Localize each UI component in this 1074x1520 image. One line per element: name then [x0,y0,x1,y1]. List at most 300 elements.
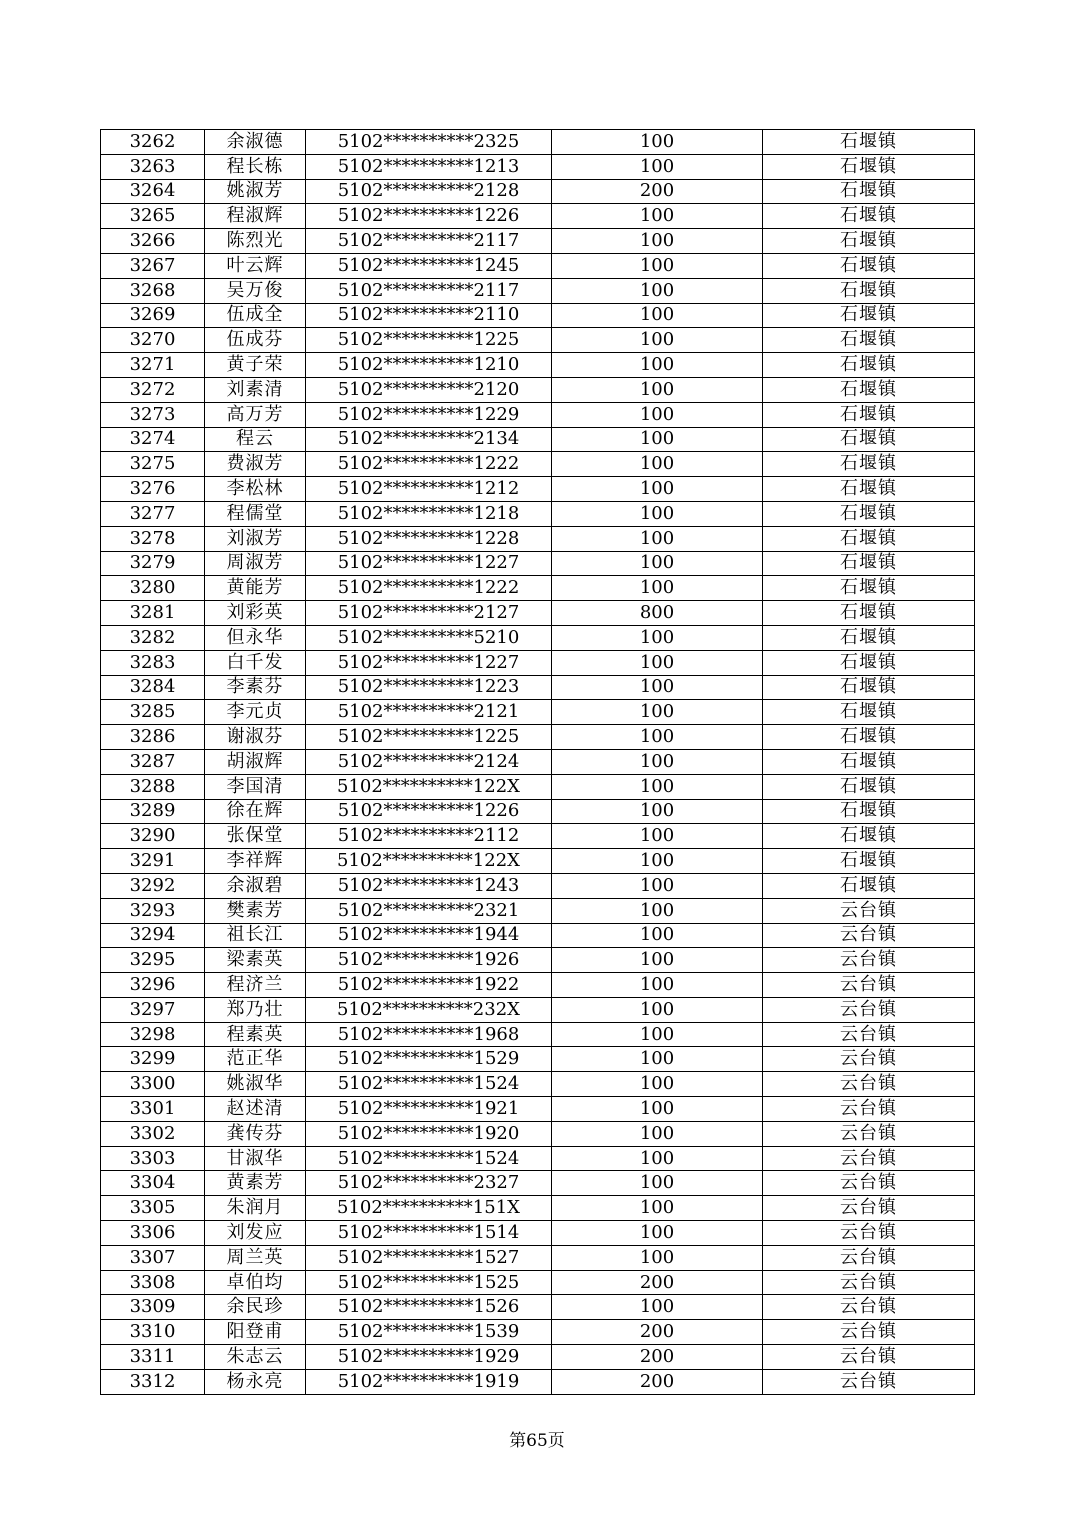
amount-cell: 100 [552,1146,763,1171]
serial-number-cell: 3270 [101,328,205,353]
serial-number-cell: 3305 [101,1196,205,1221]
amount-cell: 100 [552,452,763,477]
name-cell: 程儒堂 [205,501,306,526]
table-row [101,1146,975,1171]
serial-number-cell: 3269 [101,303,205,328]
id-number-cell: 5102**********122X [306,849,552,874]
name-cell: 程长栋 [205,154,306,179]
table-row [101,427,975,452]
name-cell: 李素芬 [205,675,306,700]
amount-cell: 100 [552,1072,763,1097]
table-row [101,749,975,774]
serial-number-cell: 3276 [101,477,205,502]
name-cell: 龚传芬 [205,1121,306,1146]
town-cell: 云台镇 [763,1270,975,1295]
serial-number-cell: 3300 [101,1072,205,1097]
id-number-cell: 5102**********2117 [306,229,552,254]
name-cell: 黄能芳 [205,576,306,601]
id-number-cell: 5102**********2117 [306,278,552,303]
amount-cell: 100 [552,824,763,849]
id-number-cell: 5102**********1213 [306,154,552,179]
table-row [101,353,975,378]
serial-number-cell: 3266 [101,229,205,254]
table-row [101,1121,975,1146]
table-row [101,1047,975,1072]
town-cell: 云台镇 [763,923,975,948]
id-number-cell: 5102**********1921 [306,1097,552,1122]
serial-number-cell: 3277 [101,501,205,526]
amount-cell: 100 [552,898,763,923]
town-cell: 石堰镇 [763,501,975,526]
town-cell: 石堰镇 [763,303,975,328]
serial-number-cell: 3304 [101,1171,205,1196]
name-cell: 姚淑芳 [205,179,306,204]
town-cell: 石堰镇 [763,353,975,378]
amount-cell: 200 [552,1369,763,1394]
serial-number-cell: 3263 [101,154,205,179]
amount-cell: 100 [552,700,763,725]
name-cell: 周兰英 [205,1245,306,1270]
amount-cell: 800 [552,601,763,626]
table-row [101,700,975,725]
name-cell: 程济兰 [205,973,306,998]
serial-number-cell: 3282 [101,625,205,650]
id-number-cell: 5102**********1526 [306,1295,552,1320]
name-cell: 杨永亮 [205,1369,306,1394]
id-number-cell: 5102**********1920 [306,1121,552,1146]
serial-number-cell: 3268 [101,278,205,303]
id-number-cell: 5102**********1922 [306,973,552,998]
name-cell: 刘淑芳 [205,526,306,551]
id-number-cell: 5102**********1919 [306,1369,552,1394]
serial-number-cell: 3298 [101,1022,205,1047]
table-row [101,1022,975,1047]
serial-number-cell: 3286 [101,725,205,750]
amount-cell: 100 [552,1097,763,1122]
town-cell: 石堰镇 [763,675,975,700]
serial-number-cell: 3312 [101,1369,205,1394]
table-row [101,452,975,477]
serial-number-cell: 3265 [101,204,205,229]
table-row [101,923,975,948]
name-cell: 祖长江 [205,923,306,948]
town-cell: 云台镇 [763,1171,975,1196]
id-number-cell: 5102**********1525 [306,1270,552,1295]
name-cell: 刘素清 [205,377,306,402]
amount-cell: 100 [552,477,763,502]
town-cell: 石堰镇 [763,229,975,254]
serial-number-cell: 3310 [101,1320,205,1345]
name-cell: 周淑芳 [205,551,306,576]
table-row [101,824,975,849]
id-number-cell: 5102**********1218 [306,501,552,526]
name-cell: 张保堂 [205,824,306,849]
amount-cell: 100 [552,1245,763,1270]
id-number-cell: 5102**********1227 [306,650,552,675]
name-cell: 赵述清 [205,1097,306,1122]
table-row [101,774,975,799]
serial-number-cell: 3274 [101,427,205,452]
serial-number-cell: 3281 [101,601,205,626]
name-cell: 刘彩英 [205,601,306,626]
serial-number-cell: 3278 [101,526,205,551]
town-cell: 石堰镇 [763,526,975,551]
town-cell: 石堰镇 [763,130,975,155]
serial-number-cell: 3262 [101,130,205,155]
name-cell: 伍成芬 [205,328,306,353]
amount-cell: 100 [552,997,763,1022]
table-row [101,849,975,874]
name-cell: 卓伯均 [205,1270,306,1295]
amount-cell: 100 [552,303,763,328]
name-cell: 程淑辉 [205,204,306,229]
table-row [101,1072,975,1097]
name-cell: 朱润月 [205,1196,306,1221]
serial-number-cell: 3303 [101,1146,205,1171]
table-row [101,725,975,750]
town-cell: 云台镇 [763,1295,975,1320]
amount-cell: 100 [552,328,763,353]
serial-number-cell: 3302 [101,1121,205,1146]
name-cell: 余淑碧 [205,873,306,898]
town-cell: 云台镇 [763,898,975,923]
amount-cell: 100 [552,1121,763,1146]
town-cell: 石堰镇 [763,576,975,601]
table-row [101,501,975,526]
table-row [101,377,975,402]
amount-cell: 100 [552,229,763,254]
town-cell: 石堰镇 [763,328,975,353]
town-cell: 云台镇 [763,1221,975,1246]
name-cell: 李祥辉 [205,849,306,874]
amount-cell: 100 [552,749,763,774]
amount-cell: 100 [552,1196,763,1221]
table-row [101,1245,975,1270]
amount-cell: 100 [552,1022,763,1047]
town-cell: 石堰镇 [763,179,975,204]
amount-cell: 100 [552,204,763,229]
table-row [101,799,975,824]
town-cell: 云台镇 [763,1369,975,1394]
serial-number-cell: 3279 [101,551,205,576]
amount-cell: 200 [552,1320,763,1345]
serial-number-cell: 3275 [101,452,205,477]
id-number-cell: 5102**********1225 [306,328,552,353]
table-row [101,997,975,1022]
table-row [101,625,975,650]
town-cell: 石堰镇 [763,873,975,898]
name-cell: 程云 [205,427,306,452]
serial-number-cell: 3301 [101,1097,205,1122]
id-number-cell: 5102**********2321 [306,898,552,923]
name-cell: 但永华 [205,625,306,650]
id-number-cell: 5102**********1226 [306,204,552,229]
id-number-cell: 5102**********1228 [306,526,552,551]
id-number-cell: 5102**********1210 [306,353,552,378]
town-cell: 石堰镇 [763,601,975,626]
name-cell: 陈烈光 [205,229,306,254]
id-number-cell: 5102**********2112 [306,824,552,849]
amount-cell: 100 [552,377,763,402]
amount-cell: 100 [552,402,763,427]
amount-cell: 100 [552,353,763,378]
town-cell: 石堰镇 [763,427,975,452]
amount-cell: 100 [552,923,763,948]
amount-cell: 100 [552,501,763,526]
serial-number-cell: 3290 [101,824,205,849]
id-number-cell: 5102**********1944 [306,923,552,948]
table-row [101,229,975,254]
serial-number-cell: 3311 [101,1345,205,1370]
id-number-cell: 5102**********1243 [306,873,552,898]
town-cell: 石堰镇 [763,477,975,502]
town-cell: 云台镇 [763,1022,975,1047]
town-cell: 石堰镇 [763,278,975,303]
town-cell: 石堰镇 [763,204,975,229]
name-cell: 黄子荣 [205,353,306,378]
id-number-cell: 5102**********2134 [306,427,552,452]
serial-number-cell: 3288 [101,774,205,799]
id-number-cell: 5102**********1929 [306,1345,552,1370]
table-row [101,402,975,427]
serial-number-cell: 3289 [101,799,205,824]
name-cell: 范正华 [205,1047,306,1072]
table-row [101,551,975,576]
amount-cell: 100 [552,799,763,824]
table-row [101,1171,975,1196]
amount-cell: 200 [552,1270,763,1295]
amount-cell: 100 [552,650,763,675]
name-cell: 梁素英 [205,948,306,973]
serial-number-cell: 3297 [101,997,205,1022]
id-number-cell: 5102**********232X [306,997,552,1022]
id-number-cell: 5102**********1223 [306,675,552,700]
name-cell: 阳登甫 [205,1320,306,1345]
name-cell: 姚淑华 [205,1072,306,1097]
serial-number-cell: 3284 [101,675,205,700]
town-cell: 云台镇 [763,997,975,1022]
town-cell: 云台镇 [763,1097,975,1122]
serial-number-cell: 3283 [101,650,205,675]
id-number-cell: 5102**********1222 [306,576,552,601]
id-number-cell: 5102**********1227 [306,551,552,576]
town-cell: 石堰镇 [763,452,975,477]
id-number-cell: 5102**********2325 [306,130,552,155]
table-row [101,898,975,923]
serial-number-cell: 3309 [101,1295,205,1320]
name-cell: 李松林 [205,477,306,502]
town-cell: 石堰镇 [763,551,975,576]
name-cell: 李元贞 [205,700,306,725]
name-cell: 胡淑辉 [205,749,306,774]
id-number-cell: 5102**********122X [306,774,552,799]
name-cell: 高万芳 [205,402,306,427]
town-cell: 石堰镇 [763,749,975,774]
name-cell: 刘发应 [205,1221,306,1246]
table-row [101,1320,975,1345]
amount-cell: 100 [552,1295,763,1320]
table-row [101,1221,975,1246]
table-row [101,1097,975,1122]
amount-cell: 200 [552,179,763,204]
table-row [101,179,975,204]
table-row [101,1270,975,1295]
town-cell: 云台镇 [763,1047,975,1072]
town-cell: 云台镇 [763,1121,975,1146]
amount-cell: 100 [552,948,763,973]
serial-number-cell: 3294 [101,923,205,948]
town-cell: 云台镇 [763,973,975,998]
amount-cell: 100 [552,873,763,898]
serial-number-cell: 3295 [101,948,205,973]
id-number-cell: 5102**********2124 [306,749,552,774]
town-cell: 石堰镇 [763,650,975,675]
town-cell: 石堰镇 [763,402,975,427]
amount-cell: 100 [552,526,763,551]
serial-number-cell: 3308 [101,1270,205,1295]
name-cell: 朱志云 [205,1345,306,1370]
serial-number-cell: 3267 [101,253,205,278]
table-row [101,154,975,179]
id-number-cell: 5102**********1926 [306,948,552,973]
amount-cell: 100 [552,278,763,303]
serial-number-cell: 3307 [101,1245,205,1270]
amount-cell: 100 [552,675,763,700]
amount-cell: 100 [552,130,763,155]
amount-cell: 100 [552,154,763,179]
town-cell: 石堰镇 [763,725,975,750]
table-row [101,675,975,700]
id-number-cell: 5102**********1245 [306,253,552,278]
table-row [101,278,975,303]
records-table [100,129,975,1395]
id-number-cell: 5102**********5210 [306,625,552,650]
name-cell: 程素英 [205,1022,306,1047]
table-row [101,873,975,898]
serial-number-cell: 3292 [101,873,205,898]
town-cell: 云台镇 [763,1245,975,1270]
amount-cell: 100 [552,725,763,750]
serial-number-cell: 3280 [101,576,205,601]
town-cell: 石堰镇 [763,625,975,650]
table-row [101,948,975,973]
table-row [101,650,975,675]
town-cell: 石堰镇 [763,849,975,874]
table-row [101,253,975,278]
id-number-cell: 5102**********1524 [306,1146,552,1171]
amount-cell: 100 [552,1221,763,1246]
id-number-cell: 5102**********1229 [306,402,552,427]
id-number-cell: 5102**********1222 [306,452,552,477]
serial-number-cell: 3287 [101,749,205,774]
id-number-cell: 5102**********1226 [306,799,552,824]
name-cell: 白千发 [205,650,306,675]
table-row [101,204,975,229]
name-cell: 吴万俊 [205,278,306,303]
id-number-cell: 5102**********2120 [306,377,552,402]
amount-cell: 100 [552,253,763,278]
town-cell: 云台镇 [763,1320,975,1345]
name-cell: 李国清 [205,774,306,799]
id-number-cell: 5102**********1212 [306,477,552,502]
table-row [101,303,975,328]
table-row [101,1295,975,1320]
serial-number-cell: 3291 [101,849,205,874]
name-cell: 伍成全 [205,303,306,328]
id-number-cell: 5102**********2127 [306,601,552,626]
name-cell: 郑乃壮 [205,997,306,1022]
name-cell: 黄素芳 [205,1171,306,1196]
town-cell: 石堰镇 [763,824,975,849]
name-cell: 谢淑芬 [205,725,306,750]
table-row [101,1369,975,1394]
serial-number-cell: 3296 [101,973,205,998]
town-cell: 石堰镇 [763,377,975,402]
amount-cell: 100 [552,576,763,601]
town-cell: 石堰镇 [763,700,975,725]
id-number-cell: 5102**********1529 [306,1047,552,1072]
town-cell: 石堰镇 [763,774,975,799]
table-row [101,601,975,626]
table-row [101,477,975,502]
amount-cell: 100 [552,973,763,998]
serial-number-cell: 3264 [101,179,205,204]
records-body [101,130,975,1395]
id-number-cell: 5102**********1225 [306,725,552,750]
serial-number-cell: 3299 [101,1047,205,1072]
amount-cell: 100 [552,551,763,576]
serial-number-cell: 3272 [101,377,205,402]
name-cell: 甘淑华 [205,1146,306,1171]
serial-number-cell: 3293 [101,898,205,923]
name-cell: 叶云辉 [205,253,306,278]
table-row [101,973,975,998]
town-cell: 石堰镇 [763,154,975,179]
id-number-cell: 5102**********1539 [306,1320,552,1345]
town-cell: 石堰镇 [763,799,975,824]
serial-number-cell: 3271 [101,353,205,378]
serial-number-cell: 3285 [101,700,205,725]
amount-cell: 100 [552,427,763,452]
name-cell: 余民珍 [205,1295,306,1320]
serial-number-cell: 3306 [101,1221,205,1246]
table-row [101,328,975,353]
amount-cell: 100 [552,1171,763,1196]
table-row [101,1345,975,1370]
id-number-cell: 5102**********1527 [306,1245,552,1270]
id-number-cell: 5102**********1514 [306,1221,552,1246]
town-cell: 云台镇 [763,1072,975,1097]
amount-cell: 200 [552,1345,763,1370]
id-number-cell: 5102**********2327 [306,1171,552,1196]
serial-number-cell: 3273 [101,402,205,427]
amount-cell: 100 [552,1047,763,1072]
amount-cell: 100 [552,849,763,874]
id-number-cell: 5102**********2128 [306,179,552,204]
town-cell: 云台镇 [763,1146,975,1171]
name-cell: 费淑芳 [205,452,306,477]
name-cell: 徐在辉 [205,799,306,824]
table-row [101,130,975,155]
id-number-cell: 5102**********2110 [306,303,552,328]
page-number: 第65页 [509,1431,565,1451]
name-cell: 余淑德 [205,130,306,155]
id-number-cell: 5102**********2121 [306,700,552,725]
table-row [101,526,975,551]
id-number-cell: 5102**********1968 [306,1022,552,1047]
town-cell: 云台镇 [763,948,975,973]
table-row [101,576,975,601]
